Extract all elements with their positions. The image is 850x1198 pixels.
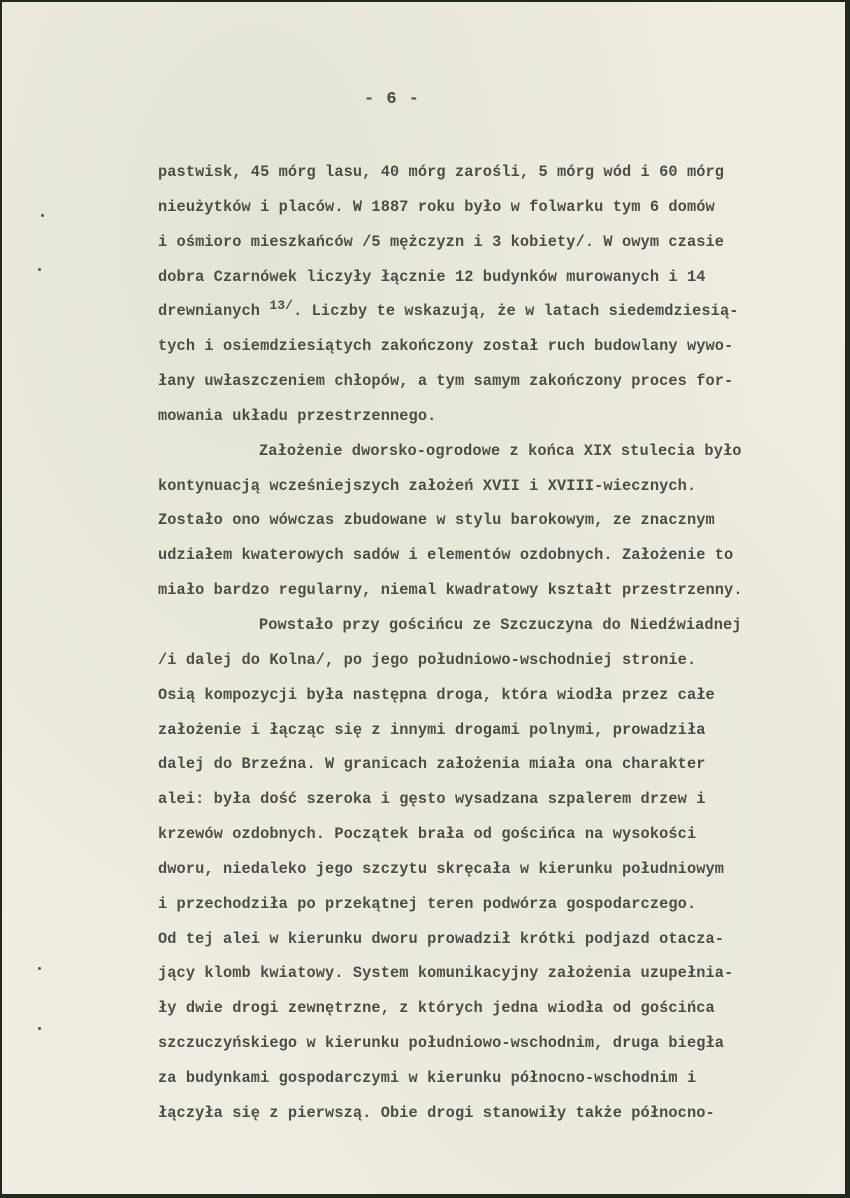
body-text	[158, 159, 838, 1135]
paper-speck	[41, 214, 44, 217]
text-line: /i dalej do Kolna/, po jego południowo-wschodniej stronie.	[158, 650, 697, 669]
text-line: alei: była dość szeroka i gęsto wysadzana szpalerem drzew i	[158, 790, 706, 809]
text-line: pastwisk, 45 mórg lasu, 40 mórg zarośli, 5 mórg wód i 60 mórg	[158, 163, 725, 181]
footnote-reference: 13/	[269, 298, 294, 314]
paragraph-start: Powstało przy gościńcu ze Szczuczyna do Niedźwiadnej	[259, 615, 742, 634]
text-line: Osią kompozycji była następna droga, która wiodła przez całe	[158, 685, 715, 704]
page-number: - 6 -	[364, 90, 421, 109]
text-line: dalej do Brzeźna. W granicach założenia miała ona charakter	[158, 755, 706, 774]
text-line: i ośmioro mieszkańców /5 mężczyzn i 3 kobiety/. W owym czasie	[158, 232, 725, 251]
text-line: łany uwłaszczeniem chłopów, a tym samym zakończony proces for-	[158, 372, 734, 391]
text-segment: drewnianych	[158, 302, 270, 321]
text-line: dobra Czarnówek liczyły łącznie 12 budynków murowanych i 14	[158, 267, 706, 286]
text-line: kontynuacją wcześniejszych założeń XVII i XVIII-wiecznych.	[158, 476, 697, 495]
paper-speck	[38, 268, 41, 271]
text-line: dworu, niedaleko jego szczytu skręcała w kierunku południowym	[158, 859, 725, 878]
text-line-with-footnote	[158, 298, 838, 333]
text-line: Od tej alei w kierunku dworu prowadził krótki podjazd otacza-	[158, 929, 725, 948]
text-line: miało bardzo regularny, niemal kwadratowy kształt przestrzenny.	[158, 581, 743, 600]
text-line: tych i osiemdziesiątych zakończony został ruch budowlany wywo-	[158, 337, 734, 356]
text-segment: . Liczby te wskazują, że w latach siedemdziesią-	[293, 302, 739, 321]
text-line: założenie i łącząc się z innymi drogami polnymi, prowadziła	[158, 720, 706, 739]
document-page	[2, 2, 845, 1194]
text-line: ły dwie drogi zewnętrzne, z których jedna wiodła od gościńca	[158, 999, 715, 1018]
paper-speck	[38, 967, 41, 970]
text-line: łączyła się z pierwszą. Obie drogi stanowiły także północno-	[158, 1103, 715, 1122]
paragraph-start: Założenie dworsko-ogrodowe z końca XIX stulecia było	[259, 441, 742, 460]
text-line: udziałem kwaterowych sadów i elementów ozdobnych. Założenie to	[158, 546, 734, 565]
text-line: Zostało ono wówczas zbudowane w stylu barokowym, ze znacznym	[158, 511, 715, 530]
paper-speck	[38, 1027, 41, 1030]
text-line: jący klomb kwiatowy. System komunikacyjny założenia uzupełnia-	[158, 964, 734, 983]
text-line: szczuczyńskiego w kierunku południowo-wschodnim, druga biegła	[158, 1034, 725, 1053]
text-line: za budynkami gospodarczymi w kierunku północno-wschodnim i	[158, 1068, 697, 1087]
text-line: krzewów ozdobnych. Początek brała od gościńca na wysokości	[158, 825, 697, 844]
text-line: nieużytków i placów. W 1887 roku było w folwarku tym 6 domów	[158, 197, 715, 216]
text-line: i przechodziła po przekątnej teren podwórza gospodarczego.	[158, 894, 697, 913]
text-line: mowania układu przestrzennego.	[158, 406, 437, 425]
